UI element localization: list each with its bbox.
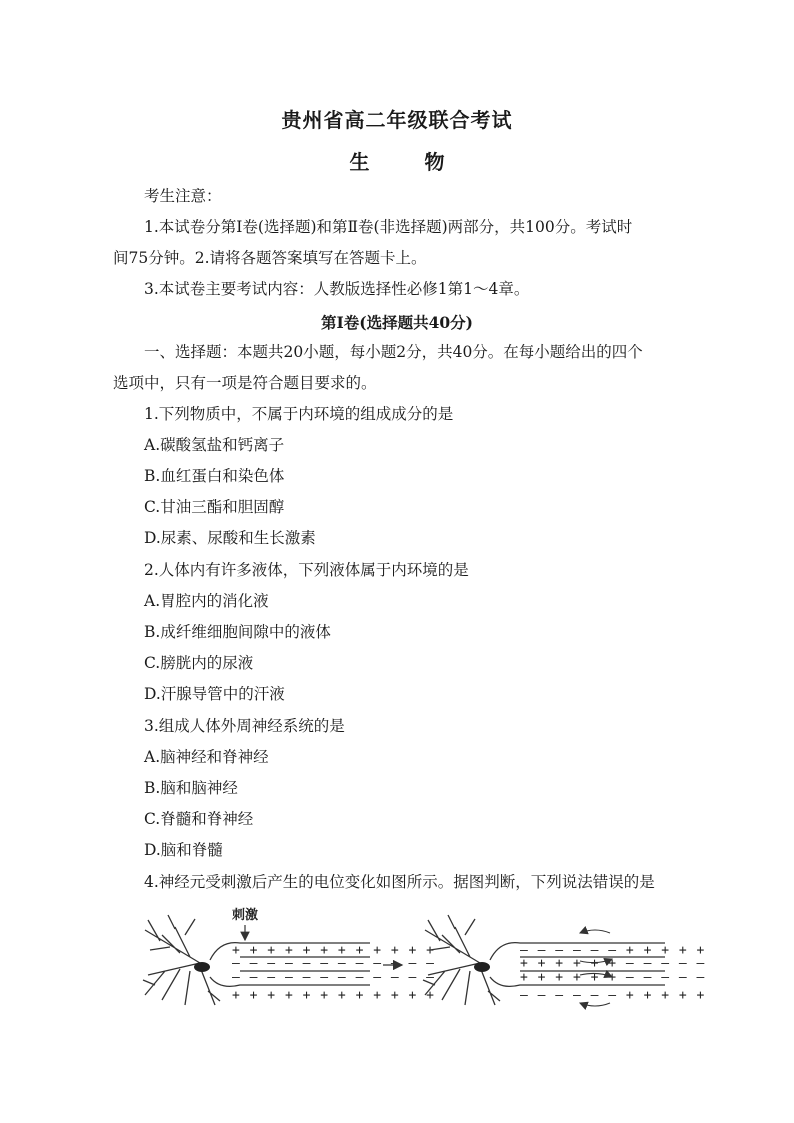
- question-3-stem: 3.组成人体外周神经系统的是: [144, 717, 345, 735]
- stimulus-label: 刺激: [232, 908, 259, 923]
- question-1-option-d: D.尿素、尿酸和生长激素: [144, 529, 316, 547]
- question-2-option-c: C.膀胱内的尿液: [144, 654, 254, 672]
- question-3-option-a: A.脑神经和脊神经: [144, 748, 269, 766]
- inner-charge-bottom: – – – – – – – – – – – –: [232, 970, 436, 985]
- section-intro: 一、选择题：本题共20小题，每小题2分，共40分。在每小题给出的四个: [144, 343, 643, 361]
- question-1-option-b: B.血红蛋白和染色体: [144, 467, 285, 485]
- question-4-stem: 4.神经元受刺激后产生的电位变化如图所示。据图判断，下列说法错误的是: [144, 873, 655, 891]
- question-1-option-c: C.甘油三酯和胆固醇: [144, 498, 285, 516]
- excited-outer-top: – – – – – – + + + + +: [520, 943, 706, 958]
- question-2-option-a: A.胃腔内的消化液: [144, 592, 269, 610]
- question-2-option-d: D.汗腺导管中的汗液: [144, 685, 285, 703]
- excited-inner-bottom: + + + + + + – – – – –: [520, 970, 706, 985]
- question-3-option-b: B.脑和脑神经: [144, 779, 238, 797]
- notice-heading: 考生注意：: [144, 187, 222, 205]
- notice-item-1-cont: 间75分钟。2.请将各题答案填写在答题卡上。: [113, 249, 427, 267]
- question-1-option-a: A.碳酸氢盐和钙离子: [144, 436, 285, 454]
- exam-title: 贵州省高二年级联合考试: [281, 108, 513, 132]
- excited-inner-top: + + + + + + – – – – –: [520, 956, 706, 971]
- outer-charge-bottom: + + + + + + + + + + + +: [232, 988, 436, 1003]
- neuron-potential-figure: [140, 905, 706, 1015]
- inner-charge-top: – – – – – – – – – – – –: [232, 956, 436, 971]
- question-2-option-b: B.成纤维细胞间隙中的液体: [144, 623, 331, 641]
- section-title: 第Ⅰ卷(选择题共40分): [321, 313, 473, 332]
- question-3-option-c: C.脊髓和脊神经: [144, 810, 254, 828]
- notice-item-3: 3.本试卷主要考试内容：人教版选择性必修1第1～4章。: [144, 280, 530, 298]
- section-intro-cont: 选项中，只有一项是符合题目要求的。: [113, 374, 377, 392]
- notice-item-1: 1.本试卷分第Ⅰ卷(选择题)和第Ⅱ卷(非选择题)两部分，共100分。考试时: [144, 218, 633, 236]
- outer-charge-top: + + + + + + + + + + + +: [232, 943, 436, 958]
- excited-outer-bottom: – – – – – – + + + + +: [520, 988, 706, 1003]
- question-2-stem: 2.人体内有许多液体，下列液体属于内环境的是: [144, 561, 469, 579]
- question-3-option-d: D.脑和脊髓: [144, 841, 223, 859]
- subject-title: 生 物: [349, 150, 469, 174]
- question-1-stem: 1.下列物质中，不属于内环境的组成成分的是: [144, 405, 454, 423]
